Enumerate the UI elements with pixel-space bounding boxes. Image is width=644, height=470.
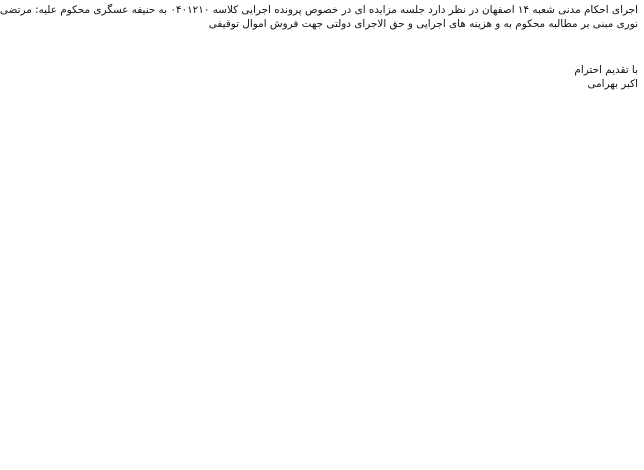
text-line: اجرای احکام مدنی شعبه ۱۴ اصفهان در نظر دارد جلسه مزایده ای در خصوص پرونده اجرایی کلاسه ۰۴۰۱۲۱۰ به حنیفه عسگری محکوم علیه: مرتضی — [0, 4, 638, 16]
signatory-name: اکبر بهرامی — [587, 77, 638, 90]
paragraph-auction-terms — [0, 4, 638, 31]
signature-block — [74, 64, 638, 91]
closing-text: با تقدیم احترام — [574, 64, 638, 77]
text-line: نوری مبنی بر مطالبه محکوم به و هزینه های اجرایی و حق الاجرای دولتی جهت فروش اموال توقیفی — [208, 17, 638, 30]
